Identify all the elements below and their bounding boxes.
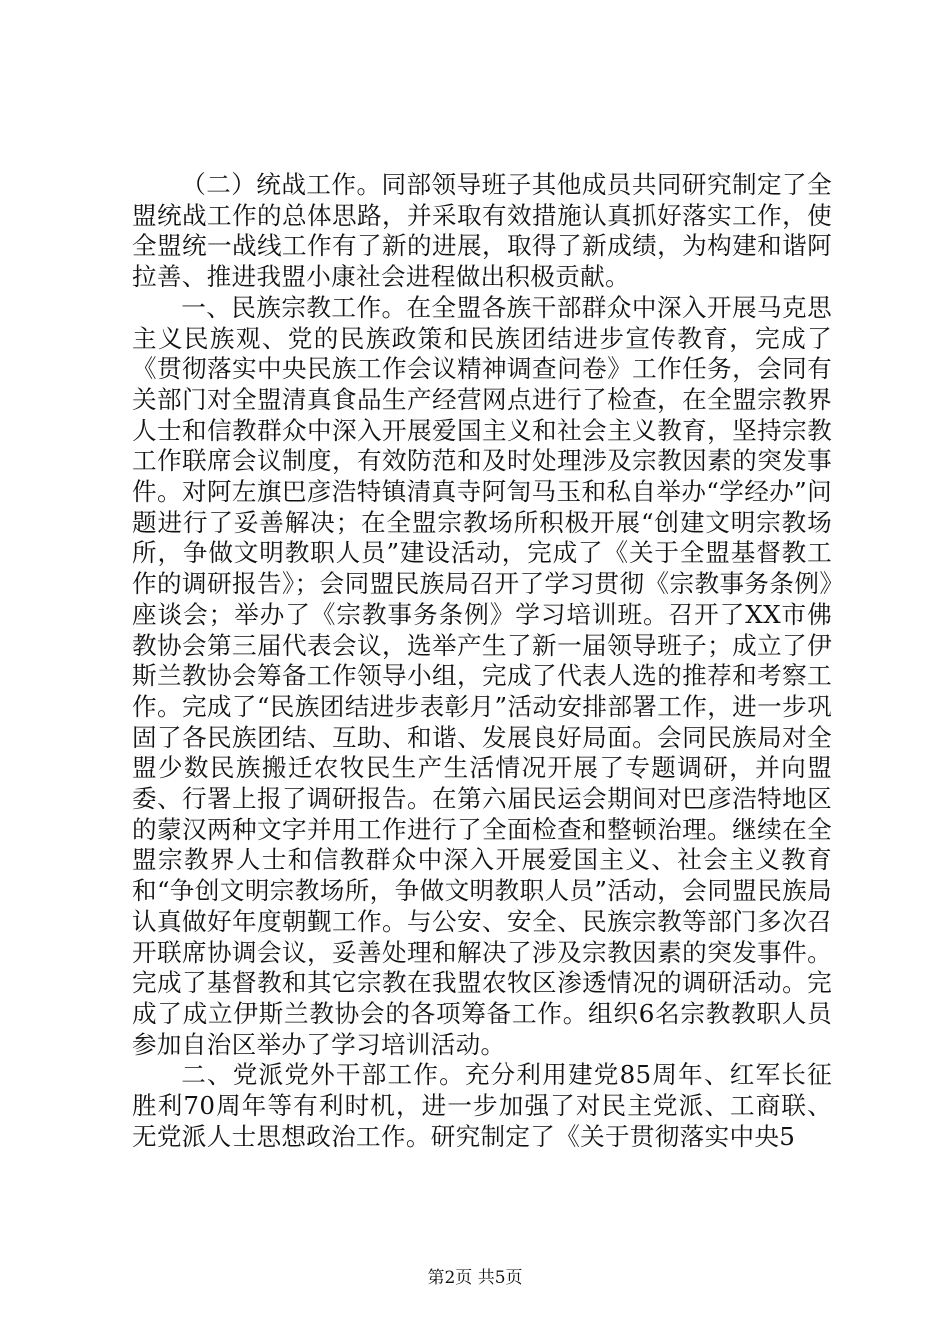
document-body [132, 170, 832, 1153]
paragraph-ethnic-religious-work: 一、民族宗教工作。在全盟各族干部群众中深入开展马克思主义民族观、党的民族政策和民族团结进步宣传教育，完成了《贯彻落实中央民族工作会议精神调查问卷》工作任务，会同有关部门对全盟清真食品生产经营网点进行了检查，在全盟宗教界人士和信教群众中深入开展爱国主义和社会主义教育，坚持宗教工作联席会议制度，有效防范和及时处理涉及宗教因素的突发事件。对阿左旗巴彦浩特镇清真寺阿訇马玉和私自举办“学经办”问题进行了妥善解决；在全盟宗教场所积极开展“创建文明宗教场所，争做文明教职人员”建设活动，完成了《关于全盟基督教工作的调研报告》；会同盟民族局召开了学习贯彻《宗教事务条例》座谈会；举办了《宗教事务条例》学习培训班。召开了XX市佛教协会第三届代表会议，选举产生了新一届领导班子；成立了伊斯兰教协会筹备工作领导小组，完成了代表人选的推荐和考察工作。完成了“民族团结进步表彰月”活动安排部署工作，进一步巩固了各民族团结、互助、和谐、发展良好局面。会同民族局对全盟少数民族搬迁农牧民生产生活情况开展了专题调研，并向盟委、行署上报了调研报告。在第六届民运会期间对巴彦浩特地区的蒙汉两种文字并用工作进行了全面检查和整顿治理。继续在全盟宗教界人士和信教群众中深入开展爱国主义、社会主义教育和“争创文明宗教场所，争做文明教职人员”活动，会同盟民族局认真做好年度朝觐工作。与公安、安全、民族宗教等部门多次召开联席协调会议，妥善处理和解决了涉及宗教因素的突发事件。完成了基督教和其它宗教在我盟农牧区渗透情况的调研活动。完成了成立伊斯兰教协会的各项筹备工作。组织6名宗教教职人员参加自治区举办了学习培训活动。 [132, 292, 832, 1059]
paragraph-united-front-work: （二）统战工作。同部领导班子其他成员共同研究制定了全盟统战工作的总体思路，并采取有效措施认真抓好落实工作，使全盟统一战线工作有了新的进展，取得了新成绩，为构建和谐阿拉善、推进我盟小康社会进程做出积极贡献。 [132, 170, 832, 292]
page-number-footer: 第2页 共5页 [427, 1268, 523, 1288]
paragraph-party-cadre-work: 二、党派党外干部工作。充分利用建党85周年、红军长征胜利70周年等有利时机，进一步加强了对民主党派、工商联、无党派人士思想政治工作。研究制定了《关于贯彻落实中央5 [132, 1060, 832, 1151]
